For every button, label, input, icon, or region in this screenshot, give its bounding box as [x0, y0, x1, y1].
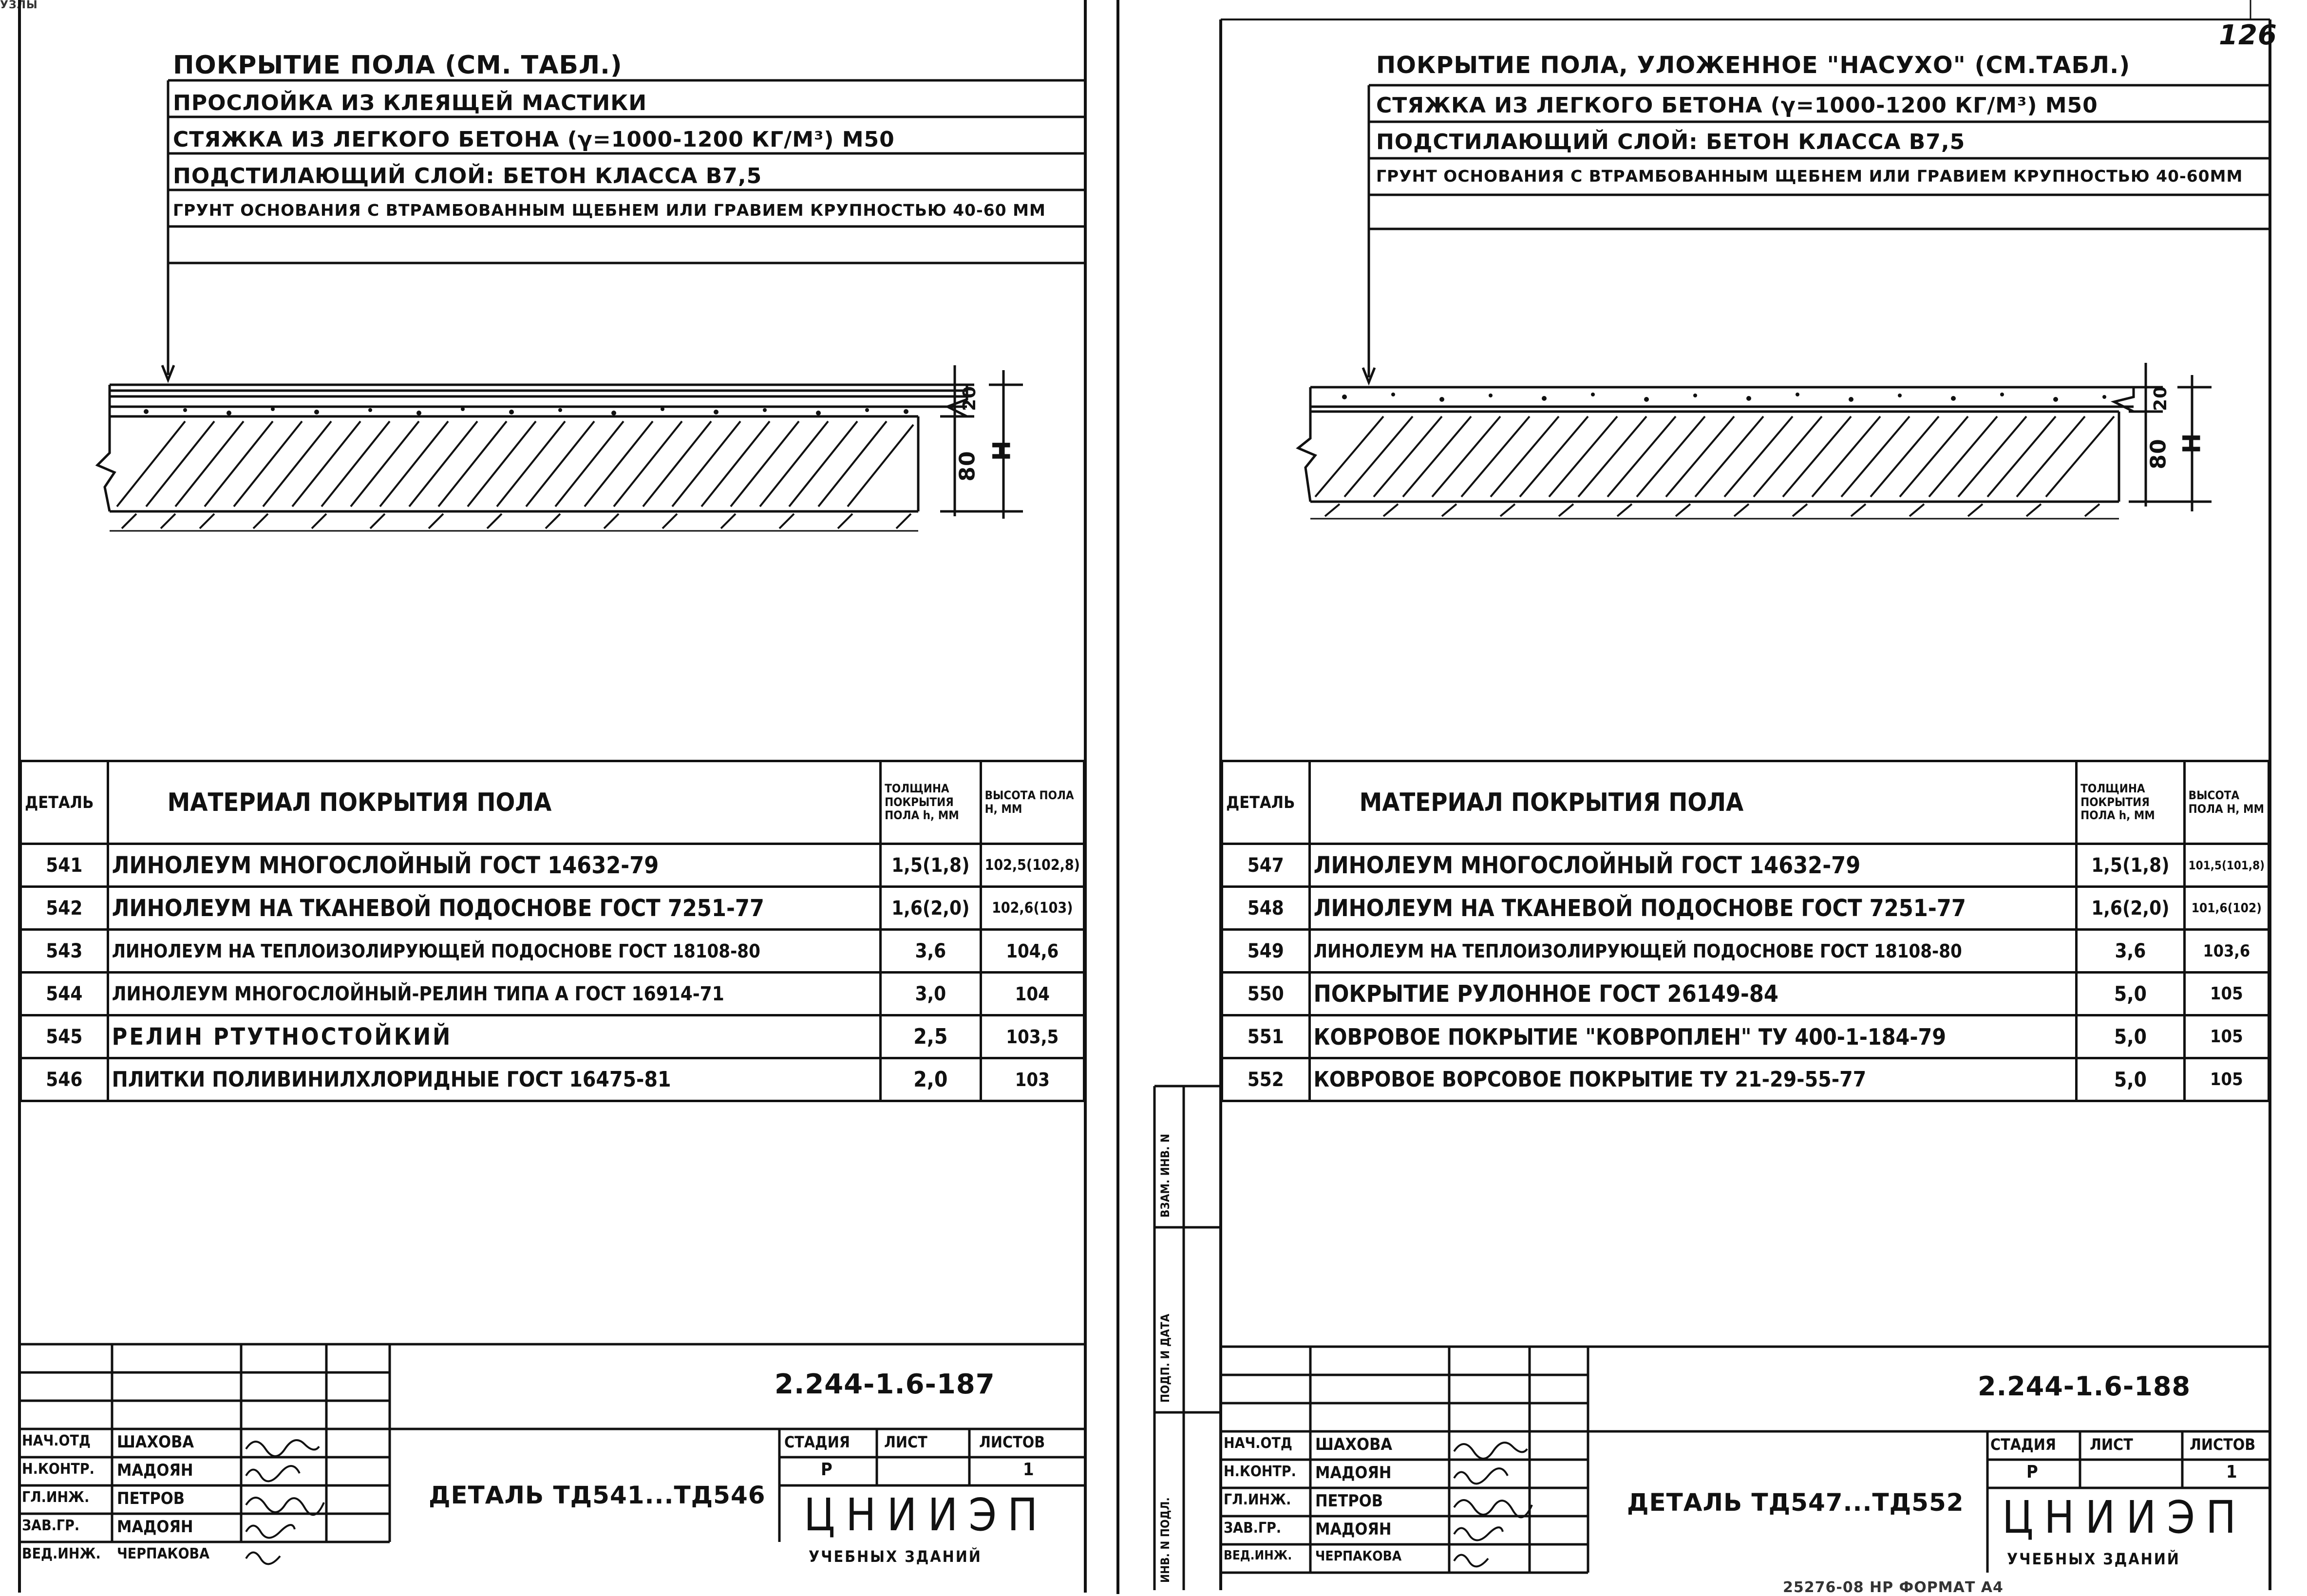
row-material: КОВРОВОЕ ВОРСОВОЕ ПОКРЫТИЕ ТУ 21-29-55-77 [1309, 1058, 2077, 1101]
right-role-5: ВЕД.ИНЖ. [1224, 1548, 1292, 1563]
row-material: ПОКРЫТИЕ РУЛОННОЕ ГОСТ 26149-84 [1309, 973, 2077, 1015]
row-thickness: 1,5(1,8) [881, 844, 981, 887]
row-num: 547 [1222, 844, 1310, 887]
right-sheet-label: ЛИСТ [2090, 1435, 2133, 1454]
row-thickness: 5,0 [2077, 1015, 2185, 1058]
row-material: РЕЛИН РТУТНОСТОЙКИЙ [108, 1015, 880, 1058]
row-height: 105 [2184, 973, 2269, 1015]
row-thickness: 5,0 [2077, 973, 2185, 1015]
row-num: 544 [21, 973, 108, 1015]
left-role-4: ЗАВ.ГР. [22, 1517, 80, 1534]
row-thickness: 1,6(2,0) [881, 887, 981, 930]
corner-label: УЗЛЫ [0, 0, 38, 11]
left-name-1: ШАХОВА [117, 1432, 194, 1452]
row-thickness: 1,5(1,8) [2077, 844, 2185, 887]
row-material: ЛИНОЛЕУМ МНОГОСЛОЙНЫЙ ГОСТ 14632-79 [1309, 844, 2077, 887]
left-role-2: Н.КОНТР. [22, 1461, 95, 1478]
right-layer-2: СТЯЖКА ИЗ ЛЕГКОГО БЕТОНА (γ=1000-1200 КГ/М³) М50 [1376, 93, 2098, 118]
row-thickness: 1,6(2,0) [2077, 887, 2185, 930]
row-material: ЛИНОЛЕУМ НА ТЕПЛОИЗОЛИРУЮЩЕЙ ПОДОСНОВЕ ГОСТ 18108-80 [1309, 930, 2077, 973]
header-detail: ДЕТАЛЬ [1222, 761, 1310, 844]
row-num: 550 [1222, 973, 1310, 1015]
row-material: ЛИНОЛЕУМ МНОГОСЛОЙНЫЙ ГОСТ 14632-79 [108, 844, 880, 887]
side-stamp-sign: ПОДП. И ДАТА [1158, 1314, 1172, 1403]
row-thickness: 5,0 [2077, 1058, 2185, 1101]
left-sheets-label: ЛИСТОВ [979, 1433, 1045, 1451]
row-num: 542 [21, 887, 108, 930]
row-height: 104,6 [981, 930, 1084, 973]
row-thickness: 2,0 [881, 1058, 981, 1101]
right-page-number: 126 [2219, 19, 2277, 51]
left-layer-4: ПОДСТИЛАЮЩИЙ СЛОЙ: БЕТОН КЛАССА В7,5 [173, 164, 762, 188]
row-material: ЛИНОЛЕУМ НА ТКАНЕВОЙ ПОДОСНОВЕ ГОСТ 7251-77 [1309, 887, 2077, 930]
row-height: 103,6 [2184, 930, 2269, 973]
left-layer-2: ПРОСЛОЙКА ИЗ КЛЕЯЩЕЙ МАСТИКИ [173, 91, 647, 115]
row-height: 105 [2184, 1058, 2269, 1101]
row-num: 543 [21, 930, 108, 973]
left-doc-code: 2.244-1.6-187 [775, 1369, 995, 1400]
row-thickness: 3,6 [2077, 930, 2185, 973]
left-role-1: НАЧ.ОТД [22, 1432, 91, 1449]
left-layer-1: ПОКРЫТИЕ ПОЛА (СМ. ТАБЛ.) [173, 51, 623, 80]
right-role-2: Н.КОНТР. [1224, 1463, 1296, 1480]
right-doc-code: 2.244-1.6-188 [1978, 1371, 2191, 1402]
header-height: ВЫСОТА ПОЛА H, ММ [2184, 761, 2269, 844]
row-height: 103 [981, 1058, 1084, 1101]
row-height: 102,6(103) [981, 887, 1084, 930]
left-org-name: ЦНИИЭП [804, 1489, 1049, 1541]
right-org-name: ЦНИИЭП [2002, 1491, 2247, 1543]
header-detail: ДЕТАЛЬ [21, 761, 108, 844]
row-material: ЛИНОЛЕУМ НА ТКАНЕВОЙ ПОДОСНОВЕ ГОСТ 7251-77 [108, 887, 880, 930]
row-thickness: 2,5 [881, 1015, 981, 1058]
header-material: МАТЕРИАЛ ПОКРЫТИЯ ПОЛА [1309, 761, 2077, 844]
right-name-3: ПЕТРОВ [1315, 1491, 1383, 1511]
header-height: ВЫСОТА ПОЛА H, ММ [981, 761, 1084, 844]
row-height: 104 [981, 973, 1084, 1015]
row-height: 103,5 [981, 1015, 1084, 1058]
right-dim-h: H [2177, 432, 2206, 454]
left-stage-label: СТАДИЯ [784, 1433, 850, 1451]
header-thickness: ТОЛЩИНА ПОКРЫТИЯ ПОЛА h, ММ [2077, 761, 2185, 844]
row-height: 101,5(101,8) [2184, 844, 2269, 887]
left-role-5: ВЕД.ИНЖ. [22, 1545, 101, 1562]
header-material: МАТЕРИАЛ ПОКРЫТИЯ ПОЛА [108, 761, 880, 844]
left-name-5: ЧЕРПАКОВА [117, 1545, 209, 1562]
right-org-sub: УЧЕБНЫХ ЗДАНИЙ [2007, 1550, 2180, 1568]
left-dim-80: 80 [955, 451, 980, 482]
left-dim-20: 20 [960, 385, 980, 412]
header-thickness: ТОЛЩИНА ПОКРЫТИЯ ПОЛА h, ММ [881, 761, 981, 844]
left-org-sub: УЧЕБНЫХ ЗДАНИЙ [809, 1547, 982, 1566]
row-height: 101,6(102) [2184, 887, 2269, 930]
right-name-1: ШАХОВА [1315, 1435, 1393, 1454]
right-sheets-label: ЛИСТОВ [2190, 1435, 2256, 1454]
row-num: 549 [1222, 930, 1310, 973]
row-num: 541 [21, 844, 108, 887]
row-thickness: 3,6 [881, 930, 981, 973]
row-material: ЛИНОЛЕУМ НА ТЕПЛОИЗОЛИРУЮЩЕЙ ПОДОСНОВЕ ГОСТ 18108-80 [108, 930, 880, 973]
right-dim-80: 80 [2146, 438, 2171, 469]
row-height: 105 [2184, 1015, 2269, 1058]
right-footer: 25276-08 НР ФОРМАТ А4 [1783, 1579, 2004, 1596]
row-num: 545 [21, 1015, 108, 1058]
right-name-2: МАДОЯН [1315, 1463, 1392, 1483]
right-stage-label: СТАДИЯ [1990, 1435, 2056, 1454]
side-stamp-inv: ИНВ. N ПОДЛ. [1158, 1497, 1172, 1583]
left-name-2: МАДОЯН [117, 1461, 193, 1480]
right-dim-20: 20 [2151, 385, 2171, 412]
left-detail-title: ДЕТАЛЬ ТД541...ТД546 [429, 1481, 766, 1509]
left-sheets-value: 1 [1023, 1460, 1034, 1480]
left-name-3: ПЕТРОВ [117, 1489, 185, 1508]
row-material: КОВРОВОЕ ПОКРЫТИЕ "КОВРОПЛЕН" ТУ 400-1-184-79 [1309, 1015, 2077, 1058]
row-num: 552 [1222, 1058, 1310, 1101]
right-name-4: МАДОЯН [1315, 1520, 1392, 1539]
row-num: 546 [21, 1058, 108, 1101]
right-role-4: ЗАВ.ГР. [1224, 1520, 1282, 1537]
row-material: ПЛИТКИ ПОЛИВИНИЛХЛОРИДНЫЕ ГОСТ 16475-81 [108, 1058, 880, 1101]
right-name-5: ЧЕРПАКОВА [1315, 1548, 1402, 1564]
left-name-4: МАДОЯН [117, 1517, 193, 1537]
left-sheet-label: ЛИСТ [884, 1433, 927, 1451]
row-height: 102,5(102,8) [981, 844, 1084, 887]
left-role-3: ГЛ.ИНЖ. [22, 1489, 90, 1506]
right-detail-title: ДЕТАЛЬ ТД547...ТД552 [1627, 1488, 1964, 1517]
right-layer-1: ПОКРЫТИЕ ПОЛА, УЛОЖЕННОЕ "НАСУХО" (СМ.ТАБЛ.) [1376, 52, 2131, 79]
row-material: ЛИНОЛЕУМ МНОГОСЛОЙНЫЙ-РЕЛИН ТИПА А ГОСТ 16914-71 [108, 973, 880, 1015]
left-layer-3: СТЯЖКА ИЗ ЛЕГКОГО БЕТОНА (γ=1000-1200 КГ/М³) М50 [173, 127, 895, 152]
row-num: 551 [1222, 1015, 1310, 1058]
right-layer-4: ГРУНТ ОСНОВАНИЯ С ВТРАМБОВАННЫМ ЩЕБНЕМ ИЛИ ГРАВИЕМ КРУПНОСТЬЮ 40-60ММ [1376, 167, 2243, 186]
right-role-1: НАЧ.ОТД [1224, 1435, 1292, 1452]
right-role-3: ГЛ.ИНЖ. [1224, 1491, 1291, 1508]
row-num: 548 [1222, 887, 1310, 930]
left-layer-5: ГРУНТ ОСНОВАНИЯ С ВТРАМБОВАННЫМ ЩЕБНЕМ ИЛИ ГРАВИЕМ КРУПНОСТЬЮ 40-60 ММ [173, 201, 1046, 220]
left-stage-value: Р [821, 1460, 832, 1480]
right-layer-3: ПОДСТИЛАЮЩИЙ СЛОЙ: БЕТОН КЛАССА В7,5 [1376, 130, 1966, 154]
left-dim-h: H [987, 440, 1016, 461]
right-sheets-value: 1 [2226, 1462, 2237, 1482]
right-stage-value: Р [2026, 1462, 2038, 1482]
side-stamp-replace: ВЗАМ. ИНВ. N [1158, 1133, 1172, 1218]
row-thickness: 3,0 [881, 973, 981, 1015]
